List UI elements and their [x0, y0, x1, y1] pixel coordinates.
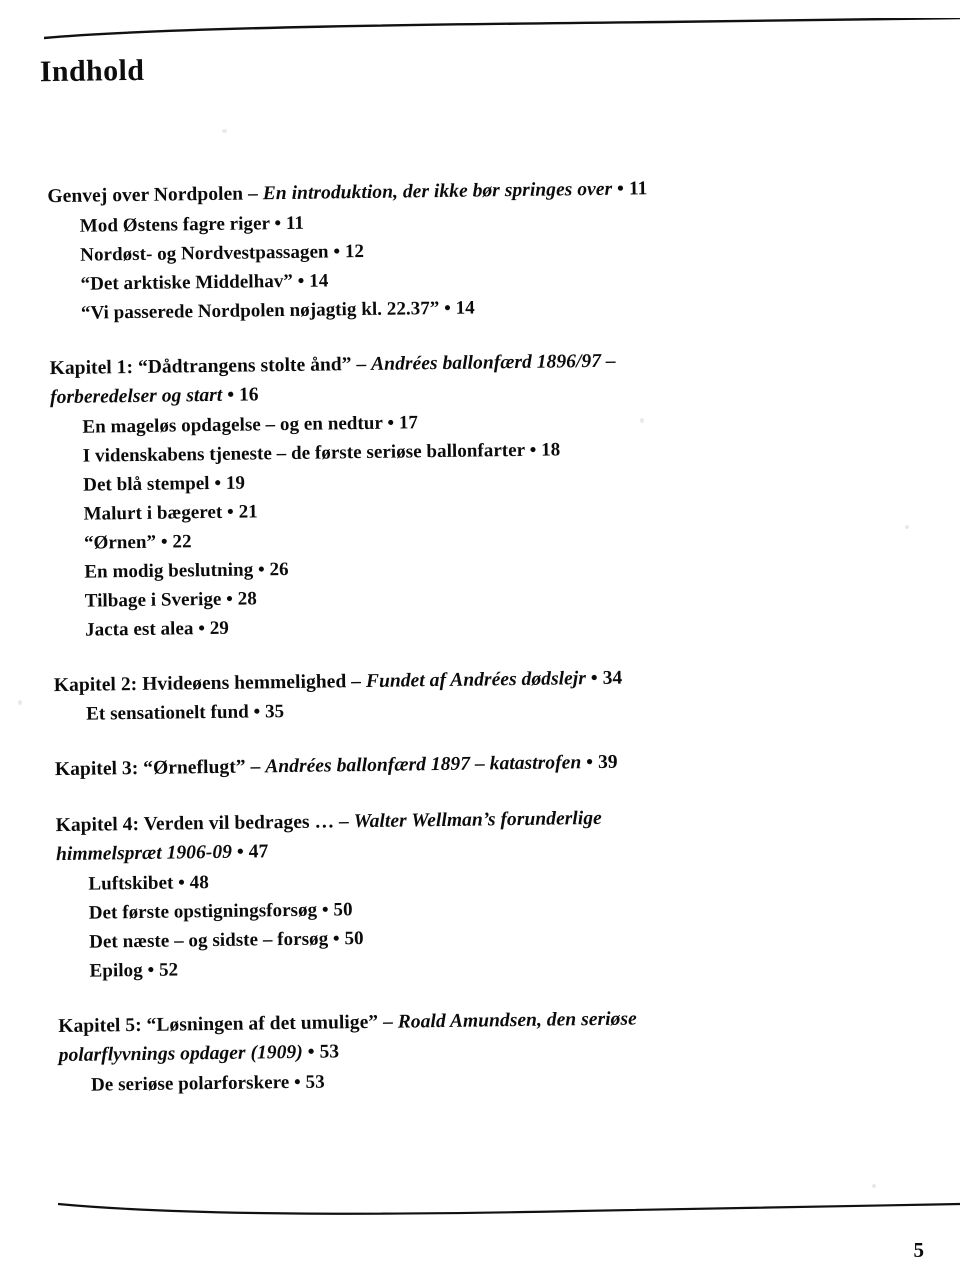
toc-entry-roman: Kapitel 2: Hvideøens hemmelighed –	[53, 670, 367, 696]
bullet-separator-icon: •	[269, 212, 287, 234]
toc-page-number: 48	[189, 871, 209, 893]
toc-entry-label: De seriøse polarforskere	[90, 1071, 290, 1096]
toc-page-number: 11	[285, 212, 305, 234]
toc-entry-label: Mod Østens fagre riger	[79, 212, 270, 237]
toc-page-number: 53	[305, 1071, 325, 1093]
toc-entry-main[interactable]	[2, 743, 960, 785]
toc-entry-italic: Walter Wellman’s forunderlige himmelspræt 1906-09	[55, 807, 602, 866]
toc-page-number: 34	[602, 667, 623, 689]
bullet-separator-icon: •	[289, 1071, 306, 1093]
scan-speck	[905, 525, 909, 529]
bullet-separator-icon: •	[221, 588, 238, 610]
bullet-separator-icon: •	[439, 297, 456, 319]
toc-entry-label: I videnskabens tjeneste – de første seriøse ballonfarter	[82, 439, 525, 467]
toc-entry-roman: Kapitel 5: “Løsningen af det umulige” –	[58, 1011, 398, 1037]
toc-group	[2, 743, 960, 785]
toc-entry-italic: Andrées ballonfærd 1896/97 – forberedelser og start	[49, 350, 616, 409]
toc-group	[5, 1000, 960, 1101]
toc-entry-label: “Ørnen”	[83, 531, 157, 554]
bottom-rule-artifact	[58, 1198, 960, 1220]
bullet-separator-icon: •	[142, 959, 160, 981]
toc-entry-italic: En introduktion, der ikke bør springes over	[262, 178, 613, 205]
toc-entry-label: Jacta est alea	[84, 617, 194, 641]
toc-page-number: 22	[172, 530, 192, 553]
page-number: 5	[913, 1238, 924, 1262]
toc-page-number: 14	[455, 297, 475, 319]
toc-entry-label: “Det arktiske Middelhav”	[80, 270, 294, 295]
toc-page-number: 28	[237, 587, 257, 610]
toc-page-number: 50	[333, 898, 353, 920]
toc-page-number: 16	[238, 384, 259, 406]
toc-page-number: 21	[238, 500, 258, 523]
toc-page-number: 35	[264, 701, 285, 723]
toc-entry-label: Det blå stempel	[83, 472, 210, 496]
toc-entry-roman: Kapitel 4: Verden vil bedrages … –	[55, 810, 354, 836]
toc-entry-label: En mageløs opdagelse – og en nedtur	[82, 412, 383, 438]
scan-speck	[222, 129, 227, 133]
bullet-separator-icon: •	[173, 871, 190, 894]
page-title: Indhold	[39, 53, 145, 89]
bullet-separator-icon: •	[328, 240, 346, 262]
toc-entry-label: Tilbage i Sverige	[84, 588, 222, 612]
toc-entry-label: Epilog	[89, 959, 143, 982]
scan-speck	[18, 700, 22, 705]
toc-entry-italic: Fundet af Andrées dødslejr	[365, 667, 587, 692]
toc-page-number: 11	[628, 178, 648, 200]
toc-entry-label: Nordøst- og Nordvestpassagen	[80, 240, 329, 266]
toc-entry-label: “Vi passerede Nordpolen nøjagtig kl. 22.37”	[80, 297, 440, 324]
toc-entry-label: Et sensationelt fund	[86, 701, 249, 725]
bullet-separator-icon: •	[317, 898, 334, 921]
toc-group	[0, 170, 956, 328]
toc-entry-roman: Kapitel 1: “Dådtrangens stolte ånd” –	[49, 353, 372, 379]
bullet-separator-icon: •	[222, 384, 240, 406]
toc-entry-label: Det første opstigningsforsøg	[88, 899, 318, 924]
toc-page-number: 52	[158, 958, 179, 981]
bullet-separator-icon: •	[253, 558, 270, 580]
bullet-separator-icon: •	[581, 751, 599, 774]
bullet-separator-icon: •	[524, 439, 542, 461]
scan-speck	[640, 418, 644, 423]
toc-entry-label: Malurt i bægeret	[83, 501, 223, 525]
toc-entry-roman: Genvej over Nordpolen –	[47, 183, 263, 208]
toc-page-number: 50	[344, 927, 364, 949]
bullet-separator-icon: •	[209, 472, 227, 494]
scan-speck	[872, 1184, 876, 1188]
toc-page-number: 14	[309, 269, 329, 292]
toc-page-number: 47	[248, 841, 269, 863]
toc-group	[2, 799, 960, 987]
toc-page-number: 39	[597, 751, 618, 773]
toc-page-number: 29	[209, 617, 230, 639]
toc-entry-label: En modig beslutning	[84, 558, 254, 583]
toc-entry-italic: Andrées ballonfærd 1897 – katastrofen	[265, 752, 582, 778]
toc-page-number: 26	[269, 558, 289, 580]
bullet-separator-icon: •	[585, 667, 603, 689]
bullet-separator-icon: •	[222, 501, 239, 523]
toc-page-number: 12	[344, 240, 365, 262]
bullet-separator-icon: •	[292, 270, 310, 292]
bullet-separator-icon: •	[612, 178, 630, 200]
toc-entry-label: Det næste – og sidste – forsøg	[89, 928, 329, 953]
toc-page-number: 19	[225, 472, 246, 494]
bullet-separator-icon: •	[328, 927, 345, 950]
toc-page-number: 18	[541, 438, 561, 461]
table-of-contents	[0, 170, 960, 1100]
bullet-separator-icon: •	[302, 1041, 320, 1063]
toc-entry-label: Luftskibet	[88, 872, 174, 895]
bullet-separator-icon: •	[248, 701, 266, 723]
toc-group	[1, 659, 960, 730]
bullet-separator-icon: •	[382, 412, 400, 434]
toc-page-number: 17	[398, 411, 419, 434]
toc-page-number: 53	[319, 1041, 340, 1063]
toc-entry-italic: Roald Amundsen, den seriøse polarflyvnings opdager (1909)	[58, 1007, 637, 1067]
toc-group	[0, 342, 960, 646]
bullet-separator-icon: •	[231, 841, 249, 863]
bullet-separator-icon: •	[155, 531, 173, 553]
bullet-separator-icon: •	[193, 617, 210, 639]
toc-entry-roman: Kapitel 3: “Ørneflugt” –	[54, 756, 266, 781]
